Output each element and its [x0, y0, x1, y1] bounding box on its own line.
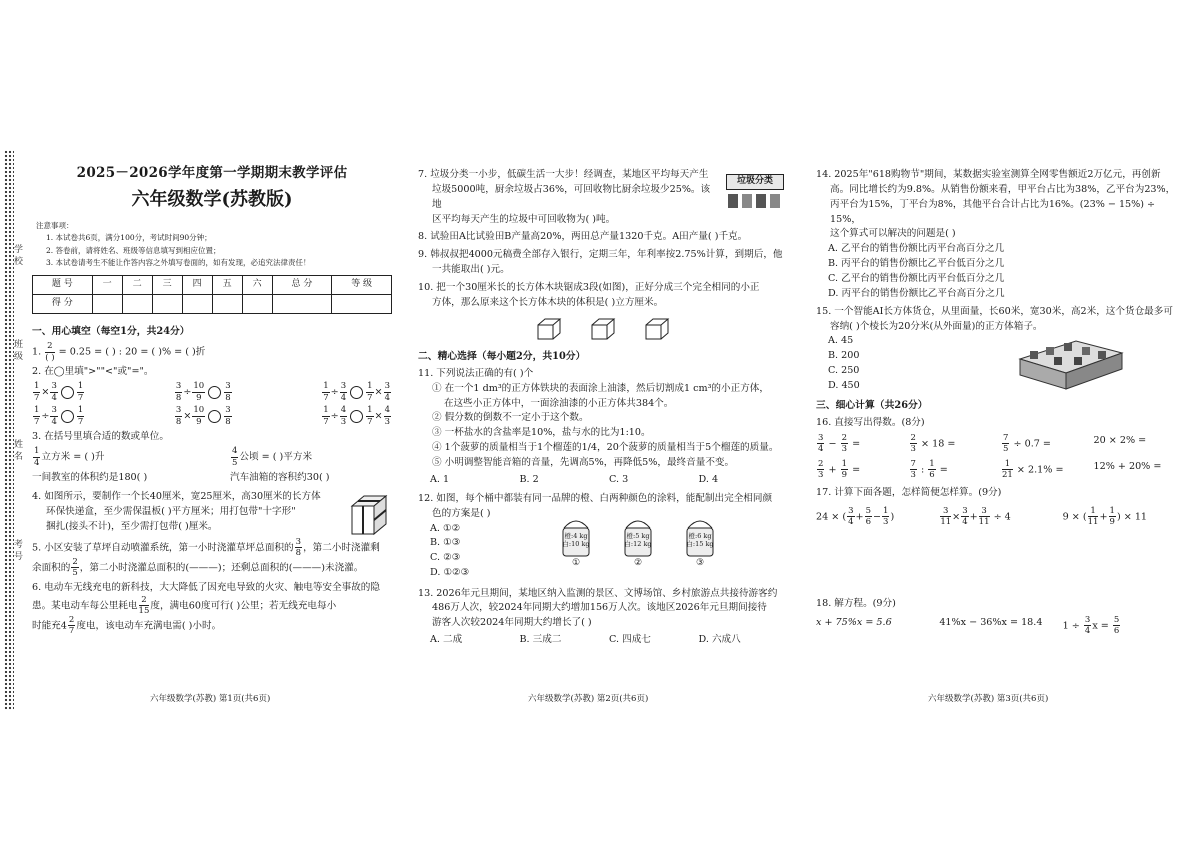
score-cell[interactable]: [152, 295, 182, 314]
oral-calc-item: $\frac{7}{5}$ ÷ 0.7 =: [1003, 432, 1051, 455]
oral-calc-item: $\frac{2}{3}$ + $\frac{1}{9}$ =: [818, 458, 861, 481]
score-cell[interactable]: [272, 295, 332, 314]
score-row-label: 得 分: [33, 295, 93, 314]
option-c[interactable]: C. 四成七: [609, 634, 651, 646]
compare-item: $\frac{1}{7}$ ÷ $\frac{3}{4}$ $\frac{1}{7}$ × $\frac{3}{4}$: [323, 381, 390, 403]
option-c[interactable]: C. 3: [609, 473, 629, 485]
oral-calc-item: $\frac{2}{3}$ × 18 =: [910, 432, 956, 455]
oral-calc-item: $\frac{7}{3}$ : $\frac{1}{6}$ =: [910, 458, 948, 481]
option-c[interactable]: C. 乙平台的销售份额比丙平台低百分之几: [828, 273, 1005, 285]
score-header: 四: [182, 276, 212, 295]
binding-label: 名: [14, 452, 24, 462]
question-18: 18. 解方程。(9分) x + 75%x = 5.6 41%x − 36%x = 18.4 1 ÷ $\frac{3}{4}$ x = $\frac{5}{6}$: [816, 597, 1186, 636]
answer-circle[interactable]: [61, 410, 74, 423]
score-header: 一: [92, 276, 122, 295]
option-c[interactable]: C. ②③: [430, 552, 461, 564]
paint-buckets: [558, 518, 718, 571]
package-box-illustration: [348, 492, 392, 538]
compare-item: $\frac{1}{7}$ ÷ $\frac{3}{4}$ $\frac{1}{7}$: [34, 405, 84, 427]
score-cell[interactable]: [332, 295, 392, 314]
option-c[interactable]: C. 250: [828, 365, 860, 377]
compare-item: $\frac{3}{8}$ ÷ $\frac{10}{9}$ $\frac{3}{8}$: [175, 381, 231, 403]
score-cell[interactable]: [182, 295, 212, 314]
page-1-footer: 六年级数学(苏教) 第1页(共6页): [150, 694, 271, 704]
answer-circle[interactable]: [208, 386, 221, 399]
question-7: 7. 垃圾分类一小步，低碳生活一大步！经调查，某地区平均每天产生 垃圾5000吨，厨余垃圾占36%，可回收物比厨余垃圾少25%。该地 区平均每天产生的垃圾中可回收物为( )吨。 垃圾分类: [418, 168, 788, 227]
notes: [36, 220, 392, 270]
note-line: 1. 本试卷共6页，满分100分，考试时间90分钟；: [46, 233, 212, 243]
answer-circle[interactable]: [61, 386, 74, 399]
oral-calc-row: [816, 434, 1186, 454]
binding-label: 考: [14, 540, 24, 550]
binding-dots: [4, 150, 14, 710]
paint-bucket: 橙:5 kg 白:12 kg ②: [620, 518, 656, 571]
option-a[interactable]: A. 乙平台的销售份额比丙平台高百分之几: [828, 243, 1005, 255]
score-header: 总 分: [272, 276, 332, 295]
score-header: 五: [212, 276, 242, 295]
page-1: [32, 155, 392, 639]
question-2: 2. 在◯里填">""<"或"="。 $\frac{1}{7}$ × $\frac{3}{4}$ $\frac{1}{7}$ $\frac{3}{8}$ ÷ $\frac{10}{9}$ $\frac{3}{8}$ $\frac{1}{7}$ ÷ $\frac{3}{4}$ $\frac{1}{7}$ × $\frac{3}{4}$ $\frac{1}{7}$ ÷ $\frac{3}{4}$ $\frac{1}{7}$ $\frac{3}{8}$ × $\frac{10}{9}$ $\frac{3}{8}$ $\frac{1}{7}$ ÷ $\frac{4}{3}$ $\frac{1}{7}$ × $\frac{4}{3}$: [32, 366, 390, 427]
calc-item: $\frac{3}{11}$ × $\frac{3}{4}$ + $\frac{3}{11}$ ÷ 4: [940, 505, 1011, 528]
binding-label: 学: [14, 245, 24, 255]
binding-label: 校: [14, 257, 24, 267]
answer-circle[interactable]: [350, 386, 363, 399]
answer-circle[interactable]: [208, 410, 221, 423]
question-15: 15. 一个智能AI长方体货仓，从里面量，长60米，宽30米，高2米，这个货仓最多可 容纳( )个棱长为20分米(从外面量)的正方体箱子。 A. 45 B. 200 C. 250 D. 450: [816, 305, 1186, 394]
option-d[interactable]: D. 4: [698, 473, 719, 485]
paint-bucket: 橙:4 kg 白:10 kg ①: [558, 518, 594, 571]
option-d[interactable]: D. 六成八: [698, 634, 741, 646]
page-3: [816, 165, 1186, 642]
answer-circle[interactable]: [350, 410, 363, 423]
section-1-heading: 一、用心填空（每空1分，共24分）: [32, 326, 190, 338]
calc-item: 9 × ( $\frac{1}{11}$ + $\frac{1}{9}$ ) × 11: [1062, 505, 1148, 528]
equation-row: [816, 616, 1186, 636]
option-b[interactable]: B. 丙平台的销售份额比乙平台低百分之几: [828, 258, 1005, 270]
sign-text: 垃圾分类: [726, 174, 784, 190]
note-line: 2. 答卷前，请将姓名、班级等信息填写到相应位置；: [46, 245, 221, 255]
option-a[interactable]: A. 二成: [430, 634, 463, 646]
option-b[interactable]: B. 三成二: [519, 634, 562, 646]
notes-heading: 注意事项：: [36, 220, 74, 230]
calc-item: 24 × ( $\frac{3}{4}$ + $\frac{5}{6}$ − $\frac{1}{3}$ ): [816, 505, 895, 528]
score-header: 六: [242, 276, 272, 295]
oral-calc-row: [816, 460, 1186, 480]
page-2-footer: 六年级数学(苏教) 第2页(共6页): [528, 694, 649, 704]
score-header: 等 级: [332, 276, 392, 295]
page-2: [418, 165, 788, 652]
score-cell[interactable]: [242, 295, 272, 314]
paint-bucket: 橙:6 kg 白:15 kg ③: [682, 518, 718, 571]
compare-row: [32, 406, 392, 426]
score-header: 题 号: [33, 276, 93, 295]
exam-subtitle: 六年级数学(苏教版): [131, 188, 293, 210]
score-cell[interactable]: [122, 295, 152, 314]
question-5: 5. 小区安装了草坪自动喷灌系统，第一小时浇灌草坪总面积的 $\frac{3}{8}$ ，第二小时浇灌剩 余面积的 $\frac{2}{5}$ ，第二小时浇灌总面积的(———)；还剩总面积的(———)未浇灌。: [32, 536, 380, 579]
question-4: 4. 如图所示，要制作一个长40厘米，宽25厘米，高30厘米的长方体 环保快递盒，至少需保温板( )平方厘米；用打包带"十字形" 捆扎(接头不计)，至少需打包带( )厘米。: [32, 490, 392, 535]
question-14: 14. 2025年"618购物节"期间，某数据实验室测算全网零售额近2万亿元，再创新 高。同比增长约为9.8%。从销售份额来看，甲平台占比为38%，乙平台为23%， 丙平台为15%，丁平台为8%，其他平台合计占比为16%。(23% − 15%) ÷ 15%， 这个算式可以解决的问题是( ) A. 乙平台的销售份额比丙平台高百分之几 B. 丙平台的销售份额比乙平台低百分之几 C. 乙平台的销售份额比丙平台低百分之几 D. 丙平台的销售份额比乙平台高百分之几: [816, 168, 1186, 302]
compare-row: [32, 382, 392, 402]
score-table: [32, 275, 392, 314]
question-6: 6. 电动车无线充电的新科技，大大降低了因充电导致的火灾、触电等安全事故的隐 患。某电动车每公里耗电 $\frac{2}{15}$ 度，满电60度可行( )公里；若无线充电每小 时能充4 $\frac{2}{7}$ 度电，该电动车充满电需( )小时。: [32, 581, 380, 636]
note-line: 3. 本试卷请考生不能让作答内容之外填写卷面的，如有发现，必追究法律责任！: [46, 257, 311, 267]
oral-calc-item: $\frac{3}{4}$ − $\frac{2}{3}$ =: [818, 432, 861, 455]
score-cell[interactable]: [92, 295, 122, 314]
options: [430, 473, 788, 488]
equation-item: x + 75%x = 5.6: [816, 616, 892, 628]
binding-label: 姓: [14, 440, 24, 450]
page-3-footer: 六年级数学(苏教) 第3页(共6页): [928, 694, 1049, 704]
question-9: 9. 韩叔叔把4000元稿费全部存入银行，定期三年，年利率按2.75%计算，到期后，他 一共能取出( )元。: [418, 249, 783, 276]
section-3-heading: 三、细心计算（共26分）: [816, 399, 928, 411]
cubes-illustration: [418, 317, 788, 341]
fraction: $\frac{2}{( )}$: [45, 341, 55, 363]
option-b[interactable]: B. ①③: [430, 537, 461, 549]
question-11: 11. 下列说法正确的有( )个 ① 在一个1 dm³的正方体铁块的表面涂上油漆，然后切割成1 cm³的小正方体， 在这些小正方体中，一面涂油漆的小正方体共384个。 ② 假分数的倒数不一定小于这个数。 ③ 一杯盐水的含盐率是10%，盐与水的比为1:10。 ④ 1个菠萝的质量相当于1个榴莲的1/4，20个菠萝的质量相当于5个榴莲的质量。 ⑤ 小明调整智能音箱的音量，先调高5%，再降低5%，最终音量不变。 A. 1 B. 2 C. 3 D. 4: [418, 367, 788, 488]
option-d[interactable]: D. 丙平台的销售份额比乙平台高百分之几: [828, 287, 1005, 299]
compare-item: $\frac{3}{8}$ × $\frac{10}{9}$ $\frac{3}{8}$: [175, 405, 231, 427]
equation-item: 41%x − 36%x = 18.4: [939, 616, 1043, 628]
question-3: 3. 在括号里填合适的数或单位。 $\frac{1}{4}$ 立方米 = ( )升 $\frac{4}{5}$ 公顷 = ( )平方米 一间教室的体积约是180( ) 汽车油箱的容积约30( ): [32, 431, 330, 484]
equation-item: 1 ÷ $\frac{3}{4}$ x = $\frac{5}{6}$: [1062, 614, 1120, 637]
section-2-heading: 二、精心选择（每小题2分，共10分）: [418, 350, 586, 362]
compare-item: $\frac{1}{7}$ ÷ $\frac{4}{3}$ $\frac{1}{7}$ × $\frac{4}{3}$: [323, 405, 390, 427]
calc-row: [816, 507, 1186, 527]
compare-item: $\frac{1}{7}$ × $\frac{3}{4}$ $\frac{1}{7}$: [34, 381, 84, 403]
option-d[interactable]: D. 450: [828, 380, 860, 392]
question-12: 12. 如图，每个桶中都装有同一品牌的橙、白两种颜色的涂料，能配制出完全相同颜 色的方案是( ) A. ①② B. ①③ C. ②③ D. ①②③ 橙:4 kg 白:10 kg ① 橙:5 kg 白:12 kg ② 橙:6 kg 白:15 kg ③: [418, 492, 788, 584]
question-16: 16. 直接写出得数。(8分) $\frac{3}{4}$ − $\frac{2}{3}$ = $\frac{2}{3}$ × 18 = $\frac{7}{5}$ ÷ 0.7 = 20 × 2% = $\frac{2}{3}$ + $\frac{1}{9}$ = $\frac{7}{3}$ : $\frac{1}{6}$ = $\frac{1}{21}$ × 2.1% = 12% + 20% =: [816, 416, 1186, 480]
binding-label: 级: [14, 352, 24, 362]
question-13: 13. 2026年元旦期间，某地区纳入监测的景区、文博场馆、乡村旅游点共接待游客约 486万人次，较2024年同期大约增加156万人次。该地区2026年元旦期间接待 游客人次较2024年同期大约增长了( ) A. 二成 B. 三成二 C. 四成七 D. 六成八: [418, 587, 788, 648]
warehouse-illustration: [1016, 335, 1126, 393]
score-cell[interactable]: [212, 295, 242, 314]
binding-strip: [0, 150, 26, 710]
option-b[interactable]: B. 2: [519, 473, 539, 485]
cube-icon: [590, 317, 616, 341]
question-8: 8. 试验田A比试验田B产量高20%，两田总产量1320千克。A田产量( )千克。: [418, 231, 748, 243]
cube-icon: [536, 317, 562, 341]
oral-calc-item: 20 × 2% =: [1093, 434, 1147, 446]
option-b[interactable]: B. 200: [828, 350, 860, 362]
option-d[interactable]: D. ①②③: [430, 567, 470, 579]
question-1: 1. $\frac{2}{( )}$ = 0.25 = ( ) : 20 = ( )% = ( )折: [32, 341, 206, 363]
recycle-sign-illustration: [722, 170, 788, 210]
exam-title: 2025－2026学年度第一学期期末教学评估: [76, 165, 348, 181]
oral-calc-item: 12% + 20% =: [1093, 460, 1162, 472]
binding-label: 号: [14, 552, 24, 562]
score-header: 二: [122, 276, 152, 295]
option-a[interactable]: A. 1: [430, 473, 450, 485]
option-a[interactable]: A. ①②: [430, 522, 461, 534]
option-a[interactable]: A. 45: [828, 335, 854, 347]
oral-calc-item: $\frac{1}{21}$ × 2.1% =: [1002, 458, 1064, 481]
question-17: 17. 计算下面各题，怎样简便怎样算。(9分) 24 × ( $\frac{3}{4}$ + $\frac{5}{6}$ − $\frac{1}{3}$ ) $\frac{3}{11}$ × $\frac{3}{4}$ + $\frac{3}{11}$ ÷ 4 9 × ( $\frac{1}{11}$ + $\frac{1}{9}$ ) × 11: [816, 486, 1186, 527]
score-header: 三: [152, 276, 182, 295]
question-10: 10. 把一个30厘米长的长方体木块锯成3段(如图)，正好分成三个完全相同的小正 方体，那么原来这个长方体木块的体积是( )立方厘米。: [418, 281, 788, 341]
cube-icon: [644, 317, 670, 341]
binding-label: 班: [14, 340, 24, 350]
options: [430, 633, 788, 648]
